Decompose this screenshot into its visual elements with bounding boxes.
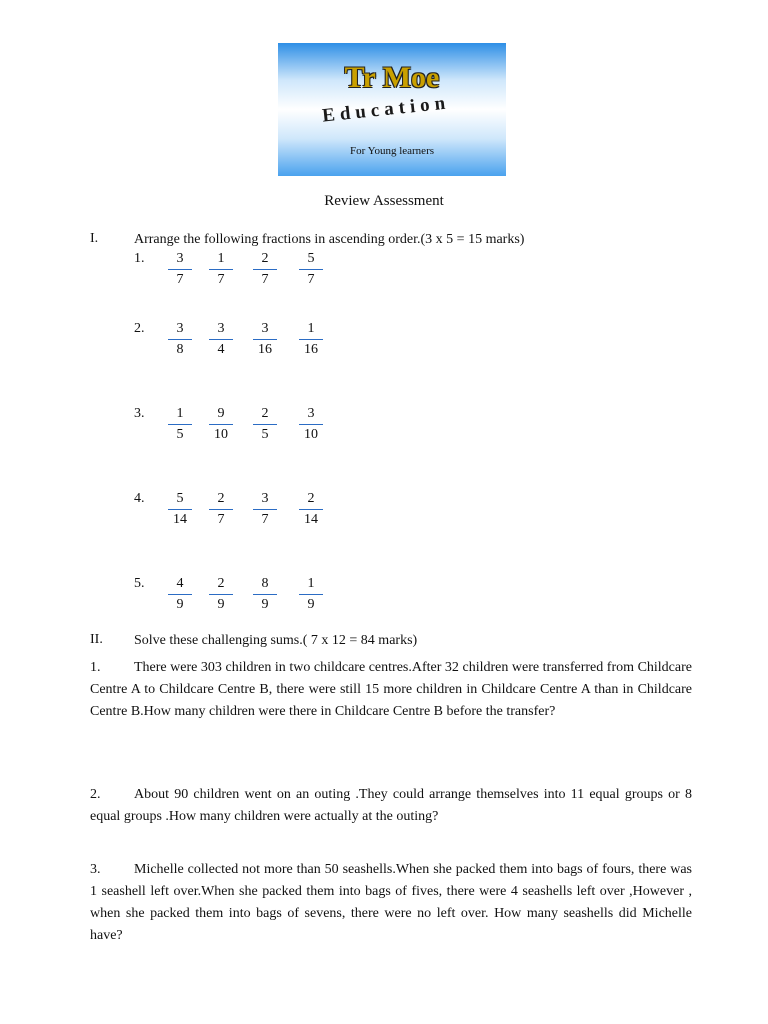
numerator: 3 <box>261 321 269 336</box>
logo-tagline: For Young learners <box>349 145 435 157</box>
fraction <box>165 576 195 613</box>
denominator: 9 <box>176 597 184 612</box>
numerator: 3 <box>261 491 269 506</box>
numerator: 1 <box>307 321 315 336</box>
numerator: 3 <box>307 406 315 421</box>
denominator: 16 <box>258 342 272 357</box>
denominator: 8 <box>176 342 184 357</box>
question-number: 2. <box>90 787 101 802</box>
denominator: 9 <box>217 597 225 612</box>
fraction-bar <box>168 509 192 510</box>
question-3 <box>90 859 692 947</box>
fraction <box>165 406 195 443</box>
numerator: 3 <box>217 321 225 336</box>
question-text: About 90 children went on an outing .They could arrange themselves into 11 equal groups or 8 equal groups .How many children were actually at the outing? <box>90 787 692 824</box>
section-1-instruction: Arrange the following fractions in ascending order.(3 x 5 = 15 marks) <box>134 232 525 247</box>
row-number: 3. <box>134 406 145 421</box>
fraction-bar <box>299 594 323 595</box>
denominator: 9 <box>261 597 269 612</box>
fraction-bar <box>168 594 192 595</box>
fraction-bar <box>299 509 323 510</box>
fraction <box>250 491 280 528</box>
denominator: 7 <box>307 272 315 287</box>
denominator: 10 <box>304 427 318 442</box>
numerator: 2 <box>217 491 225 506</box>
section-2-instruction: Solve these challenging sums.( 7 x 12 = 84 marks) <box>134 633 418 648</box>
fraction <box>250 576 280 613</box>
fraction-bar <box>209 509 233 510</box>
fraction-bar <box>209 269 233 270</box>
fraction <box>165 251 195 288</box>
fraction-bar <box>209 424 233 425</box>
fraction-bar <box>253 424 277 425</box>
fraction-bar <box>168 339 192 340</box>
row-number: 2. <box>134 321 145 336</box>
denominator: 5 <box>176 427 184 442</box>
denominator: 10 <box>214 427 228 442</box>
fraction-bar <box>253 509 277 510</box>
numerator: 8 <box>261 576 269 591</box>
fraction <box>250 251 280 288</box>
question-text: There were 303 children in two childcare centres.After 32 children were transferred from Childcare Centre A to Childcare Centre B, there were still 15 more children in Childcare Centre A than in Childcare Centre B.How many children were there in Childcare Centre B before the transfer? <box>90 660 692 719</box>
denominator: 14 <box>173 512 187 527</box>
fraction-bar <box>209 594 233 595</box>
logo-subtitle: Education <box>321 92 452 127</box>
numerator: 5 <box>176 491 184 506</box>
fraction-bar <box>299 339 323 340</box>
denominator: 7 <box>261 512 269 527</box>
question-number: 3. <box>90 862 101 877</box>
question-text: Michelle collected not more than 50 seashells.When she packed them into bags of fours, there was 1 seashell left over.When she packed them into bags of fives, there were 4 seashells left over ,However , when she packed them into bags of sevens, there were no left over. How many seashells did Michelle have? <box>90 862 692 943</box>
numerator: 3 <box>176 321 184 336</box>
question-1 <box>90 657 692 723</box>
logo-title: Tr Moe <box>344 61 440 94</box>
numerator: 2 <box>261 251 269 266</box>
fraction-bar <box>253 594 277 595</box>
denominator: 7 <box>261 272 269 287</box>
fraction <box>296 576 326 613</box>
fraction <box>165 491 195 528</box>
question-number: 1. <box>90 660 101 675</box>
section-2-label: II. <box>90 632 103 647</box>
row-number: 5. <box>134 576 145 591</box>
fraction-bar <box>168 269 192 270</box>
fraction <box>206 576 236 613</box>
logo <box>278 43 506 176</box>
numerator: 3 <box>176 251 184 266</box>
row-number: 4. <box>134 491 145 506</box>
numerator: 2 <box>217 576 225 591</box>
numerator: 1 <box>176 406 184 421</box>
question-2 <box>90 784 692 828</box>
fraction <box>296 491 326 528</box>
row-number: 1. <box>134 251 145 266</box>
fraction <box>206 491 236 528</box>
page-title: Review Assessment <box>324 193 444 209</box>
numerator: 2 <box>261 406 269 421</box>
fraction-bar <box>168 424 192 425</box>
denominator: 9 <box>307 597 315 612</box>
fraction-bar <box>299 424 323 425</box>
denominator: 5 <box>261 427 269 442</box>
numerator: 5 <box>307 251 315 266</box>
fraction <box>206 406 236 443</box>
fraction <box>250 321 280 358</box>
fraction-bar <box>299 269 323 270</box>
denominator: 4 <box>217 342 225 357</box>
fraction <box>296 321 326 358</box>
fraction <box>250 406 280 443</box>
fraction <box>206 251 236 288</box>
fraction-bar <box>209 339 233 340</box>
fraction <box>206 321 236 358</box>
section-1-label: I. <box>90 231 99 246</box>
fraction <box>165 321 195 358</box>
denominator: 7 <box>176 272 184 287</box>
numerator: 1 <box>217 251 225 266</box>
numerator: 4 <box>176 576 184 591</box>
numerator: 2 <box>307 491 315 506</box>
fraction-bar <box>253 339 277 340</box>
fraction <box>296 251 326 288</box>
denominator: 7 <box>217 512 225 527</box>
fraction-bar <box>253 269 277 270</box>
numerator: 9 <box>217 406 225 421</box>
denominator: 7 <box>217 272 225 287</box>
fraction <box>296 406 326 443</box>
denominator: 16 <box>304 342 318 357</box>
denominator: 14 <box>304 512 318 527</box>
numerator: 1 <box>307 576 315 591</box>
